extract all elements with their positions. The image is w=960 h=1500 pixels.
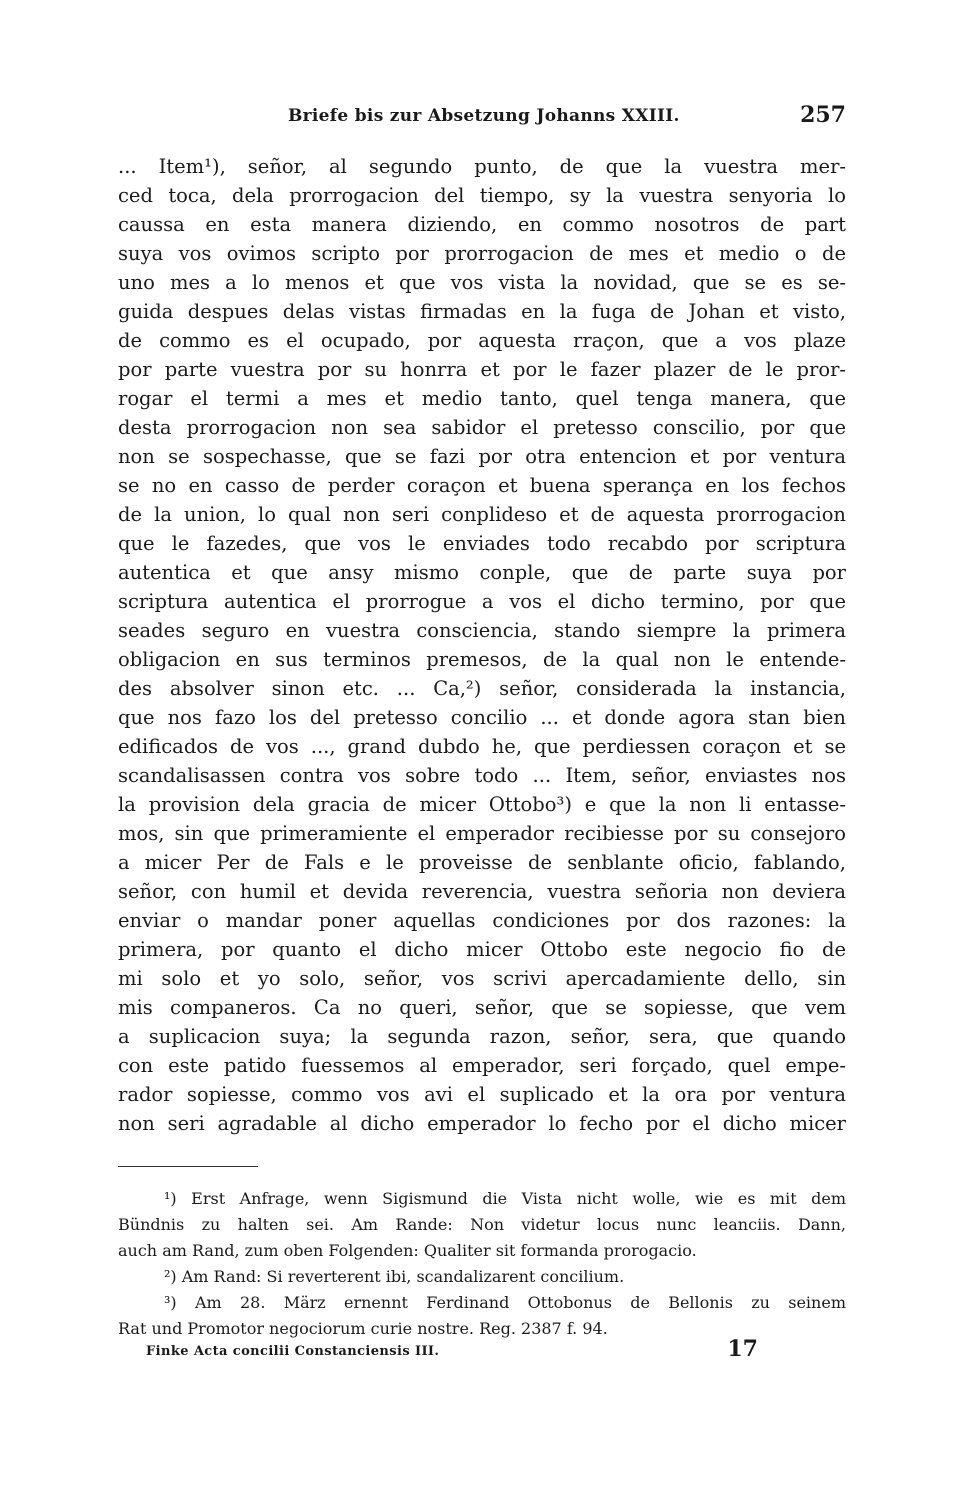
body-line: des absolver sinon etc. ... Ca,²) señor, considerada la instancia, xyxy=(118,677,846,700)
body-line: caussa en esta manera diziendo, en commo nosotros de part xyxy=(118,213,846,236)
body-line: enviar o mandar poner aquellas condiciones por dos razones: la xyxy=(118,909,846,932)
body-line: guida despues delas vistas firmadas en la fuga de Johan et visto, xyxy=(118,300,846,323)
footnotes xyxy=(118,1186,846,1342)
body-line: edificados de vos ..., grand dubdo he, que perdiessen coraçon et se xyxy=(118,735,846,758)
body-line: a suplicacion suya; la segunda razon, señor, sera, que quando xyxy=(118,1025,846,1048)
body-line: rogar el termi a mes et medio tanto, quel tenga manera, que xyxy=(118,387,846,410)
body-line: obligacion en sus terminos premesos, de la qual non le entende- xyxy=(118,648,846,671)
printer-signature xyxy=(118,1336,758,1366)
running-title: Briefe bis zur Absetzung Johanns XXIII. xyxy=(288,106,680,126)
body-line: uno mes a lo menos et que vos vista la novidad, que se es se- xyxy=(118,271,846,294)
running-header xyxy=(118,102,846,132)
footnote-line: Bündnis zu halten sei. Am Rande: Non videtur locus nunc leanciis. Dann, xyxy=(118,1215,846,1234)
footnote-line: ³) Am 28. März ernennt Ferdinand Ottobonus de Bellonis zu seinem xyxy=(164,1293,846,1312)
body-line: por parte vuestra por su honrra et por le fazer plazer de le pror- xyxy=(118,358,846,381)
body-line: ... Item¹), señor, al segundo punto, de que la vuestra mer- xyxy=(118,155,846,178)
body-line: mi solo et yo solo, señor, vos scrivi apercadamiente dello, sin xyxy=(118,967,846,990)
body-line: que nos fazo los del pretesso concilio ... et donde agora stan bien xyxy=(118,706,846,729)
body-line: rador sopiesse, commo vos avi el suplicado et la ora por ventura xyxy=(118,1083,846,1106)
body-line: non seri agradable al dicho emperador lo fecho por el dicho micer xyxy=(118,1112,846,1135)
body-line: primera, por quanto el dicho micer Ottobo este negocio fio de xyxy=(118,938,846,961)
body-line: la provision dela gracia de micer Ottobo³) e que la non li entasse- xyxy=(118,793,846,816)
body-line: con este patido fuessemos al emperador, seri forçado, quel empe- xyxy=(118,1054,846,1077)
signature-text: Finke Acta concilii Constanciensis III. xyxy=(146,1344,440,1359)
footnote-line: ²) Am Rand: Si reverterent ibi, scandalizarent concilium. xyxy=(164,1267,625,1286)
body-line: ced toca, dela prorrogacion del tiempo, sy la vuestra senyoria lo xyxy=(118,184,846,207)
body-line: mis companeros. Ca no queri, señor, que se sopiesse, que vem xyxy=(118,996,846,1019)
footnote-line: auch am Rand, zum oben Folgenden: Qualiter sit formanda prorogacio. xyxy=(118,1241,697,1260)
footnote-divider xyxy=(118,1166,258,1167)
body-line: de commo es el ocupado, por aquesta rraçon, que a vos plaze xyxy=(118,329,846,352)
body-line: suya vos ovimos scripto por prorrogacion de mes et medio o de xyxy=(118,242,846,265)
body-line: de la union, lo qual non seri conplideso et de aquesta prorrogacion xyxy=(118,503,846,526)
page-number: 257 xyxy=(800,102,846,128)
sheet-number: 17 xyxy=(727,1336,758,1362)
footnote-line: ¹) Erst Anfrage, wenn Sigismund die Vista nicht wolle, wie es mit dem xyxy=(164,1189,846,1208)
footnote-line: Rat und Promotor negociorum curie nostre. Reg. 2387 f. 94. xyxy=(118,1319,608,1338)
body-line: scriptura autentica el prorrogue a vos el dicho termino, por que xyxy=(118,590,846,613)
body-line: seades seguro en vuestra consciencia, stando siempre la primera xyxy=(118,619,846,642)
body-line: que le fazedes, que vos le enviades todo recabdo por scriptura xyxy=(118,532,846,555)
body-text xyxy=(118,152,846,1138)
body-line: scandalisassen contra vos sobre todo ... Item, señor, enviastes nos xyxy=(118,764,846,787)
body-line: se no en casso de perder coraçon et buena sperança en los fechos xyxy=(118,474,846,497)
body-line: señor, con humil et devida reverencia, vuestra señoria non deviera xyxy=(118,880,846,903)
body-line: a micer Per de Fals e le proveisse de senblante oficio, fablando, xyxy=(118,851,846,874)
body-line: autentica et que ansy mismo conple, que de parte suya por xyxy=(118,561,846,584)
body-line: mos, sin que primeramiente el emperador recibiesse por su consejoro xyxy=(118,822,846,845)
body-line: non se sospechasse, que se fazi por otra entencion et por ventura xyxy=(118,445,846,468)
body-line: desta prorrogacion non sea sabidor el pretesso conscilio, por que xyxy=(118,416,846,439)
